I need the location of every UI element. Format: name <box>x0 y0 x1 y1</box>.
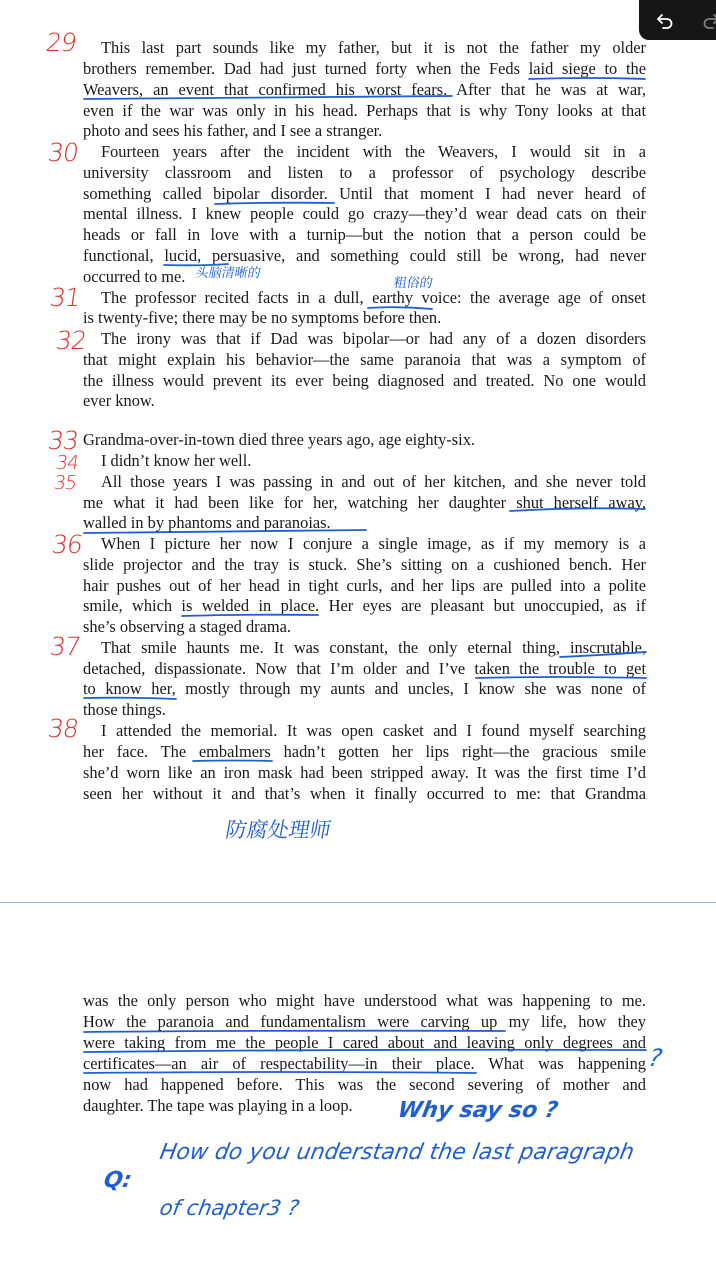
note-why-say-so: Why say so ? <box>395 1098 561 1123</box>
text-line: me what it had been like for her, watching her daughter shut herself away, <box>83 493 646 512</box>
paragraph-number: 34 <box>54 452 80 474</box>
text-line: those things. <box>83 700 166 719</box>
text-line: smile, which is welded in place. Her eyes are pleasant but unoccupied, as if <box>83 596 646 615</box>
text-line: Grandma-over-in-town died three years ago, age eighty-six. <box>83 430 475 449</box>
text-line: something called bipolar disorder. Until that moment I had never heard of <box>83 184 646 203</box>
text-line: that might explain his behavior—the same paranoia that was a symptom of <box>83 350 646 369</box>
text-line: is twenty-five; there may be no symptoms before then. <box>83 308 442 327</box>
text-line: the illness would prevent its ever being diagnosed and treated. No one would <box>83 371 646 390</box>
question-text-line1: How do you understand the last paragraph <box>157 1140 637 1165</box>
text-line: When I picture her now I conjure a single image, as if my memory is a <box>101 534 646 553</box>
text-line: Fourteen years after the incident with the Weavers, I would sit in a <box>101 142 646 161</box>
text-line: brothers remember. Dad had just turned forty when the Feds laid siege to the <box>83 59 646 78</box>
text-line: daughter. The tape was playing in a loop. <box>83 1096 353 1115</box>
page-break-divider <box>0 902 716 903</box>
text-line: hair pushes out of her head in tight curls, and her lips are pulled into a polite <box>83 576 646 595</box>
text-line: The irony was that if Dad was bipolar—or had any of a dozen disorders <box>101 329 646 348</box>
text-line: Weavers, an event that confirmed his worst fears. After that he was at war, <box>83 80 646 99</box>
text-line: photo and sees his father, and I see a stranger. <box>83 121 383 140</box>
text-line: heads or fall in love with a turnip—but the notion that a person could be <box>83 225 646 244</box>
redo-icon[interactable] <box>699 8 716 32</box>
question-mark: ? <box>646 1044 665 1072</box>
text-line: occurred to me. <box>83 267 186 286</box>
paragraph-number: 36 <box>49 530 84 559</box>
text-line: The professor recited facts in a dull, earthy voice: the average age of onset <box>101 288 646 307</box>
note-earthy: 粗俗的 <box>392 276 434 291</box>
paragraph-number: 38 <box>45 714 80 743</box>
paragraph-number: 30 <box>45 138 80 167</box>
text-line: certificates—an air of respectability—in their place. What was happening <box>83 1054 646 1073</box>
text-line: This last part sounds like my father, but it is not the father my older <box>101 38 646 57</box>
text-line: her face. The embalmers hadn’t gotten her lips right—the gracious smile <box>83 742 646 761</box>
question-label: Q: <box>101 1168 134 1193</box>
text-line: mental illness. I knew people could go crazy—they’d wear dead cats on their <box>83 204 646 223</box>
paragraph-number: 31 <box>47 283 82 312</box>
text-line: slide projector and the tray is stuck. She’s sitting on a cushioned bench. Her <box>83 555 646 574</box>
text-line: even if the war was only in his head. Perhaps that is why Tony looks at that <box>83 101 646 120</box>
text-line: to know her, mostly through my aunts and uncles, I know she was none of <box>83 679 646 698</box>
text-line: now had happened before. This was the second severing of mother and <box>83 1075 646 1094</box>
text-line: were taking from me the people I cared about and leaving only degrees and <box>83 1033 646 1052</box>
text-line: she’s observing a staged drama. <box>83 617 292 636</box>
text-line: she’d worn like an iron mask had been stripped away. It was the first time I’d <box>83 763 646 782</box>
text-line: seen her without it and that’s when it finally occurred to me: that Grandma <box>83 784 646 803</box>
note-lucid: 头脑清晰的 <box>194 266 262 281</box>
text-line: I didn’t know her well. <box>101 451 252 470</box>
text-line: ever know. <box>83 391 155 410</box>
annotation-toolbar <box>639 0 716 40</box>
paragraph-number: 33 <box>45 426 80 455</box>
text-line: university classroom and listen to a professor of psychology describe <box>83 163 646 182</box>
text-line: That smile haunts me. It was constant, the only eternal thing, inscrutable, <box>101 638 646 657</box>
question-text-line2: of chapter3 ? <box>157 1196 302 1220</box>
text-line: How the paranoia and fundamentalism were carving up my life, how they <box>83 1012 646 1031</box>
paragraph-number: 37 <box>47 632 82 661</box>
text-line: I attended the memorial. It was open casket and I found myself searching <box>101 721 646 740</box>
text-line: All those years I was passing in and out of her kitchen, and she never told <box>101 472 646 491</box>
text-line: was the only person who might have understood what was happening to me. <box>83 991 646 1010</box>
text-line: detached, dispassionate. Now that I’m older and I’ve taken the trouble to get <box>83 659 646 678</box>
text-line: functional, lucid, persuasive, and something could still be wrong, had never <box>83 246 646 265</box>
note-embalmers: 防腐处理师 <box>223 818 333 842</box>
undo-icon[interactable] <box>653 8 677 32</box>
text-line: walled in by phantoms and paranoias. <box>83 513 331 532</box>
paragraph-number: 29 <box>43 28 78 57</box>
paragraph-number: 35 <box>52 472 78 494</box>
paragraph-number: 32 <box>53 326 88 355</box>
